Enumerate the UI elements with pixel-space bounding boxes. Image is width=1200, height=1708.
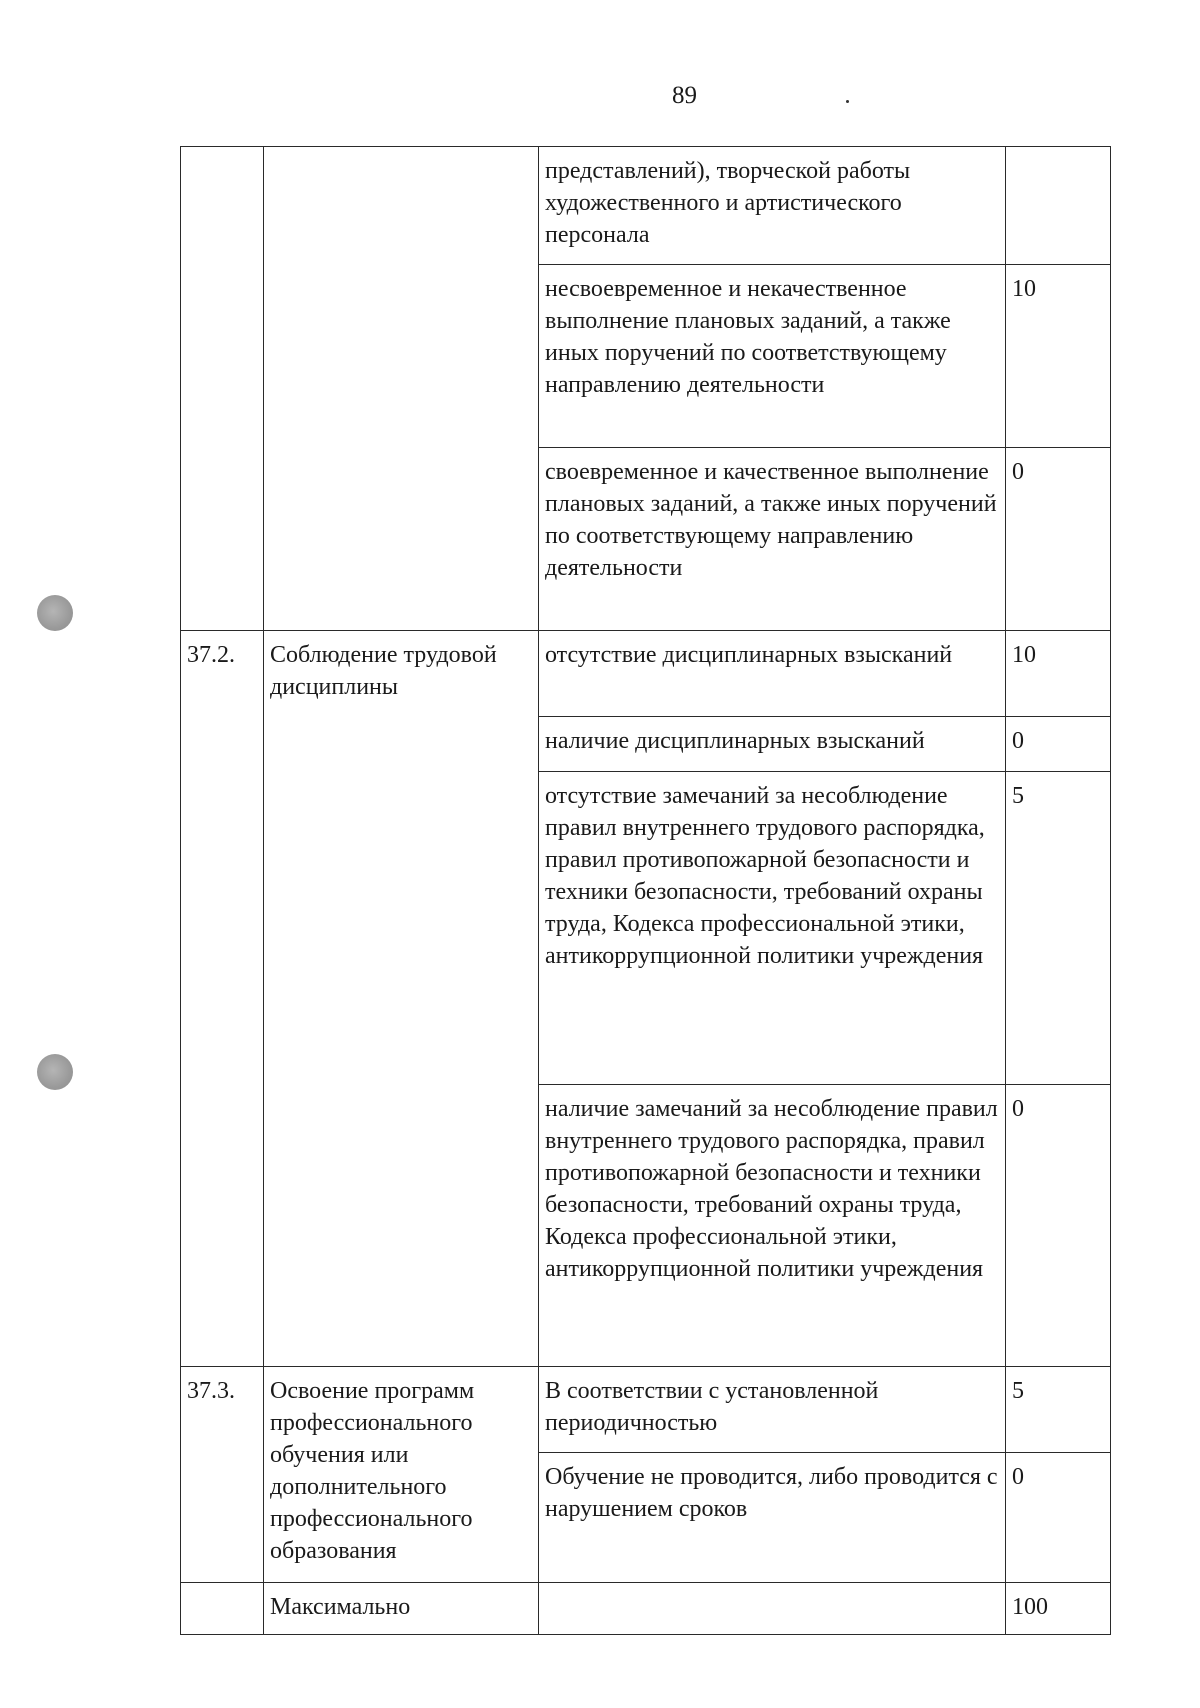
criterion-description: несвоевременное и некачественное выполнение плановых заданий, а также иных поручений по соответствующему направлению деятельности bbox=[539, 265, 1006, 448]
criterion-description: наличие дисциплинарных взысканий bbox=[539, 717, 1006, 772]
table-row bbox=[181, 1367, 1111, 1453]
criterion-score: 0 bbox=[1006, 1085, 1111, 1367]
page-number: 89 bbox=[672, 82, 697, 109]
section-number: 37.3. bbox=[181, 1367, 264, 1583]
scan-speck bbox=[846, 100, 849, 103]
total-row bbox=[181, 1583, 1111, 1635]
criterion-description: своевременное и качественное выполнение плановых заданий, а также иных поручений по соответствующему направлению деятельности bbox=[539, 448, 1006, 631]
criterion-description: представлений), творческой работы художественного и артистического персонала bbox=[539, 147, 1006, 265]
total-score: 100 bbox=[1006, 1583, 1111, 1635]
criterion-score: 0 bbox=[1006, 717, 1111, 772]
section-name: Соблюдение трудовой дисциплины bbox=[264, 631, 539, 1367]
criterion-score: 10 bbox=[1006, 631, 1111, 717]
criterion-score bbox=[1006, 147, 1111, 265]
criterion-description: Обучение не проводится, либо проводится с нарушением сроков bbox=[539, 1453, 1006, 1583]
punch-hole bbox=[37, 1054, 73, 1090]
section-name: Освоение программ профессионального обучения или дополнительного профессионального образования bbox=[264, 1367, 539, 1583]
section-name bbox=[264, 147, 539, 631]
criterion-description: отсутствие дисциплинарных взысканий bbox=[539, 631, 1006, 717]
criterion-description: наличие замечаний за несоблюдение правил внутреннего трудового распорядка, правил противопожарной безопасности и техники безопасности, требований охраны труда, Кодекса профессиональной этики, антикоррупционной политики учреждения bbox=[539, 1085, 1006, 1367]
criterion-description: отсутствие замечаний за несоблюдение правил внутреннего трудового распорядка, правил противопожарной безопасности и техники безопасности, требований охраны труда, Кодекса профессиональной этики, антикоррупционной политики учреждения bbox=[539, 772, 1006, 1085]
criterion-score: 10 bbox=[1006, 265, 1111, 448]
punch-hole bbox=[37, 595, 73, 631]
criteria-table bbox=[180, 146, 1111, 1635]
section-number bbox=[181, 147, 264, 631]
criterion-score: 0 bbox=[1006, 1453, 1111, 1583]
total-label: Максимально bbox=[264, 1583, 539, 1635]
table-row bbox=[181, 147, 1111, 265]
criterion-score: 5 bbox=[1006, 1367, 1111, 1453]
total-description-cell bbox=[539, 1583, 1006, 1635]
criterion-description: В соответствии с установленной периодичностью bbox=[539, 1367, 1006, 1453]
criterion-score: 0 bbox=[1006, 448, 1111, 631]
total-number-cell bbox=[181, 1583, 264, 1635]
criterion-score: 5 bbox=[1006, 772, 1111, 1085]
section-number: 37.2. bbox=[181, 631, 264, 1367]
table-row bbox=[181, 631, 1111, 717]
